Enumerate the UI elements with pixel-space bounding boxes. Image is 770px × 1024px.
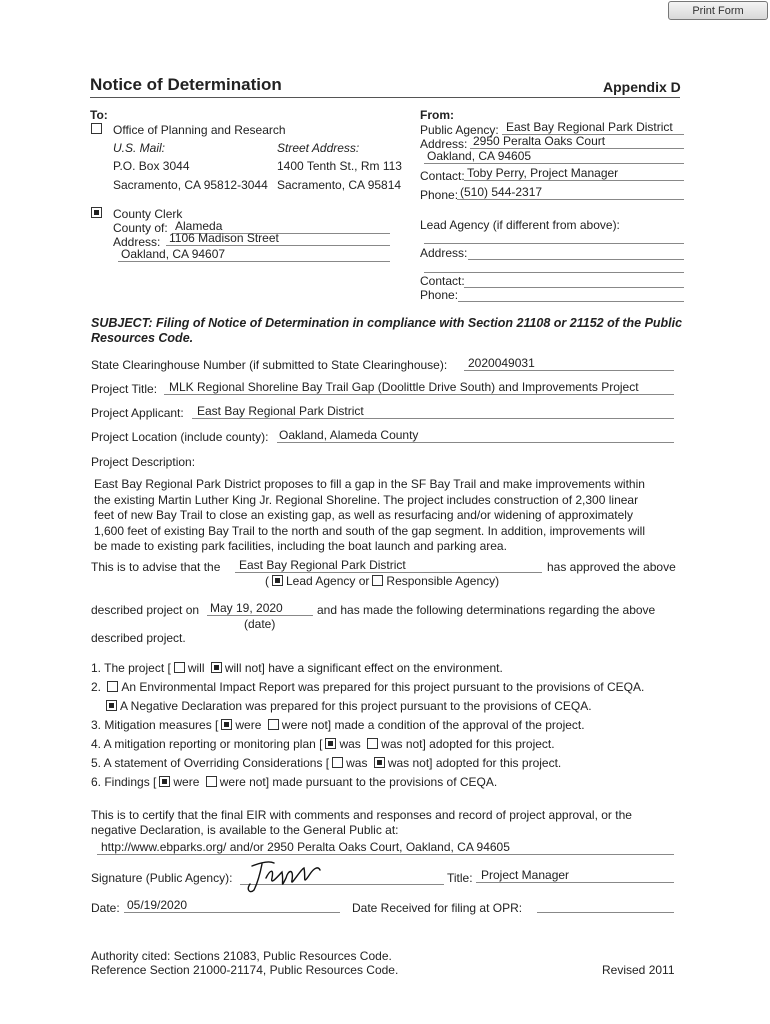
eir-checkbox[interactable]	[107, 681, 118, 692]
lead-agency-label: Lead Agency (if different from above):	[420, 218, 620, 232]
from-phone-label: Phone:	[420, 188, 459, 202]
location-field[interactable]: Oakland, Alameda County	[277, 428, 674, 443]
negative-declaration-checkbox[interactable]	[106, 700, 117, 711]
mitigation-were-not-checkbox[interactable]	[268, 719, 279, 730]
lead-agency-label: Lead Agency or	[286, 574, 370, 588]
described-project-text: described project.	[91, 631, 186, 645]
from-phone-field[interactable]: (510) 544-2317	[457, 185, 684, 200]
certify-line1: This is to certify that the final EIR with comments and responses and record of project approval, or the	[91, 808, 632, 822]
signer-title-field[interactable]: Project Manager	[476, 868, 674, 883]
sch-field[interactable]: 2020049031	[464, 356, 674, 371]
monitoring-was-checkbox[interactable]	[325, 738, 336, 749]
description-line: be made to existing park facilities, including the boat launch and parking area.	[94, 539, 507, 553]
street-address-label: Street Address:	[277, 141, 360, 155]
street-address-line1: 1400 Tenth St., Rm 113	[277, 159, 402, 173]
lead-agency-field[interactable]	[424, 229, 684, 244]
project-title-field[interactable]: MLK Regional Shoreline Bay Trail Gap (Doolittle Drive South) and Improvements Project	[164, 380, 674, 395]
street-address-line2: Sacramento, CA 95814	[277, 178, 402, 192]
certify-line2: negative Declaration, is available to the General Public at:	[91, 823, 399, 837]
determination-5: 5. A statement of Overriding Considerations [ was was not] adopted for this project.	[91, 756, 562, 770]
appendix-label: Appendix D	[603, 79, 681, 95]
advise-suffix: has approved the above	[547, 560, 676, 574]
clerk-address-field1[interactable]: 1106 Madison Street	[166, 231, 390, 246]
from-contact-label: Contact:	[420, 169, 465, 183]
from-address-field1[interactable]: 2950 Peralta Oaks Court	[470, 134, 684, 149]
date-received-label: Date Received for filing at OPR:	[352, 901, 523, 915]
will-checkbox[interactable]	[174, 662, 185, 673]
determination-2b: A Negative Declaration was prepared for this project pursuant to the provisions of CEQA.	[103, 699, 592, 713]
will-not-checkbox[interactable]	[211, 662, 222, 673]
lead-address-label: Address:	[420, 246, 468, 260]
responsible-agency-checkbox[interactable]	[372, 575, 383, 586]
lead-phone-label: Phone:	[420, 288, 459, 302]
mitigation-were-checkbox[interactable]	[221, 719, 232, 730]
public-agency-label: Public Agency:	[420, 123, 499, 137]
determination-1: 1. The project [ will will not] have a significant effect on the environment.	[91, 661, 503, 675]
from-address-field2[interactable]: Oakland, CA 94605	[424, 149, 684, 164]
handwritten-signature	[240, 856, 330, 896]
county-field[interactable]: Alameda	[172, 219, 390, 234]
description-line: feet of new Bay Trail to close an existing gap, as well as resurfacing and/or widening of approximately	[94, 508, 633, 522]
authority-cited: Authority cited: Sections 21083, Public Resources Code.	[91, 949, 392, 963]
date-label: Date:	[91, 901, 120, 915]
header-divider	[90, 97, 680, 98]
description-text[interactable]	[94, 477, 684, 555]
description-line: 1,600 feet of existing Bay Trail to the north and south of the gap segment. In addition, improvements will	[94, 523, 645, 538]
description-line: East Bay Regional Park District proposes to fill a gap in the SF Bay Trail and make improvements within	[94, 477, 645, 491]
clerk-address-field2[interactable]: Oakland, CA 94607	[118, 247, 390, 262]
after-date-text: and has made the following determinations regarding the above	[317, 603, 656, 617]
lead-contact-field[interactable]	[464, 273, 684, 288]
monitoring-was-not-checkbox[interactable]	[367, 738, 378, 749]
description-line: the existing Martin Luther King Jr. Regional Shoreline. The project includes construction of 2,300 linear	[94, 492, 639, 507]
advise-prefix: This is to advise that the	[91, 560, 221, 574]
determination-3: 3. Mitigation measures [ were were not] made a condition of the approval of the project.	[91, 718, 585, 732]
responsible-agency-label: Responsible Agency)	[386, 574, 500, 588]
project-title-label: Project Title:	[91, 382, 158, 396]
lead-contact-label: Contact:	[420, 274, 465, 288]
description-label: Project Description:	[91, 455, 196, 469]
reference-section: Reference Section 21000-21174, Public Resources Code.	[91, 963, 399, 977]
applicant-field[interactable]: East Bay Regional Park District	[192, 404, 674, 419]
page-title: Notice of Determination	[90, 75, 282, 94]
to-label: To:	[90, 108, 108, 122]
approving-agency-field[interactable]: East Bay Regional Park District	[235, 558, 542, 573]
opr-label: Office of Planning and Research	[113, 123, 286, 137]
findings-were-not-checkbox[interactable]	[206, 776, 217, 787]
us-mail-label: U.S. Mail:	[113, 141, 166, 155]
subject-line1: SUBJECT: Filing of Notice of Determination in compliance with Section 21108 or 21152 of the Public	[91, 316, 683, 330]
mail-address-line1: P.O. Box 3044	[113, 159, 190, 173]
clerk-address-label: Address:	[113, 235, 161, 249]
opr-checkbox[interactable]	[91, 123, 102, 134]
lead-address-field2[interactable]	[424, 258, 684, 273]
approval-date-field[interactable]: May 19, 2020	[207, 601, 313, 616]
applicant-label: Project Applicant:	[91, 406, 184, 420]
described-on-label: described project on	[91, 603, 200, 617]
findings-were-checkbox[interactable]	[159, 776, 170, 787]
date-received-field[interactable]	[537, 898, 674, 913]
lead-phone-field[interactable]	[458, 287, 684, 302]
overriding-was-checkbox[interactable]	[332, 757, 343, 768]
subject-line2: Resources Code.	[91, 331, 194, 345]
county-clerk-label: County Clerk	[113, 207, 183, 221]
lead-agency-checkbox[interactable]	[272, 575, 283, 586]
signature-date-field[interactable]: 05/19/2020	[124, 898, 340, 913]
determination-6: 6. Findings [ were were not] made pursuant to the provisions of CEQA.	[91, 775, 498, 789]
signature-label: Signature (Public Agency):	[91, 871, 233, 885]
revised-label: Revised 2011	[602, 963, 675, 977]
mail-address-line2: Sacramento, CA 95812-3044	[113, 178, 268, 192]
overriding-was-not-checkbox[interactable]	[374, 757, 385, 768]
sch-label: State Clearinghouse Number (if submitted to State Clearinghouse):	[91, 358, 448, 372]
determination-4: 4. A mitigation reporting or monitoring plan [ was was not] adopted for this project.	[91, 737, 555, 751]
print-form-button[interactable]: Print Form	[668, 1, 768, 20]
availability-location-field[interactable]: http://www.ebparks.org/ and/or 2950 Peralta Oaks Court, Oakland, CA 94605	[97, 840, 674, 855]
location-label: Project Location (include county):	[91, 430, 269, 444]
public-agency-field[interactable]: East Bay Regional Park District	[502, 120, 684, 135]
agency-role-line: ( Lead Agency or Responsible Agency)	[265, 574, 500, 588]
county-of-label: County of:	[113, 221, 168, 235]
from-address-label: Address:	[420, 137, 468, 151]
from-contact-field[interactable]: Toby Perry, Project Manager	[464, 166, 684, 181]
from-label: From:	[420, 108, 454, 122]
county-clerk-checkbox[interactable]	[91, 207, 102, 218]
title-label: Title:	[447, 871, 473, 885]
date-caption: (date)	[244, 617, 276, 631]
determination-2a: 2. An Environmental Impact Report was prepared for this project pursuant to the provisions of CEQA.	[91, 680, 645, 694]
